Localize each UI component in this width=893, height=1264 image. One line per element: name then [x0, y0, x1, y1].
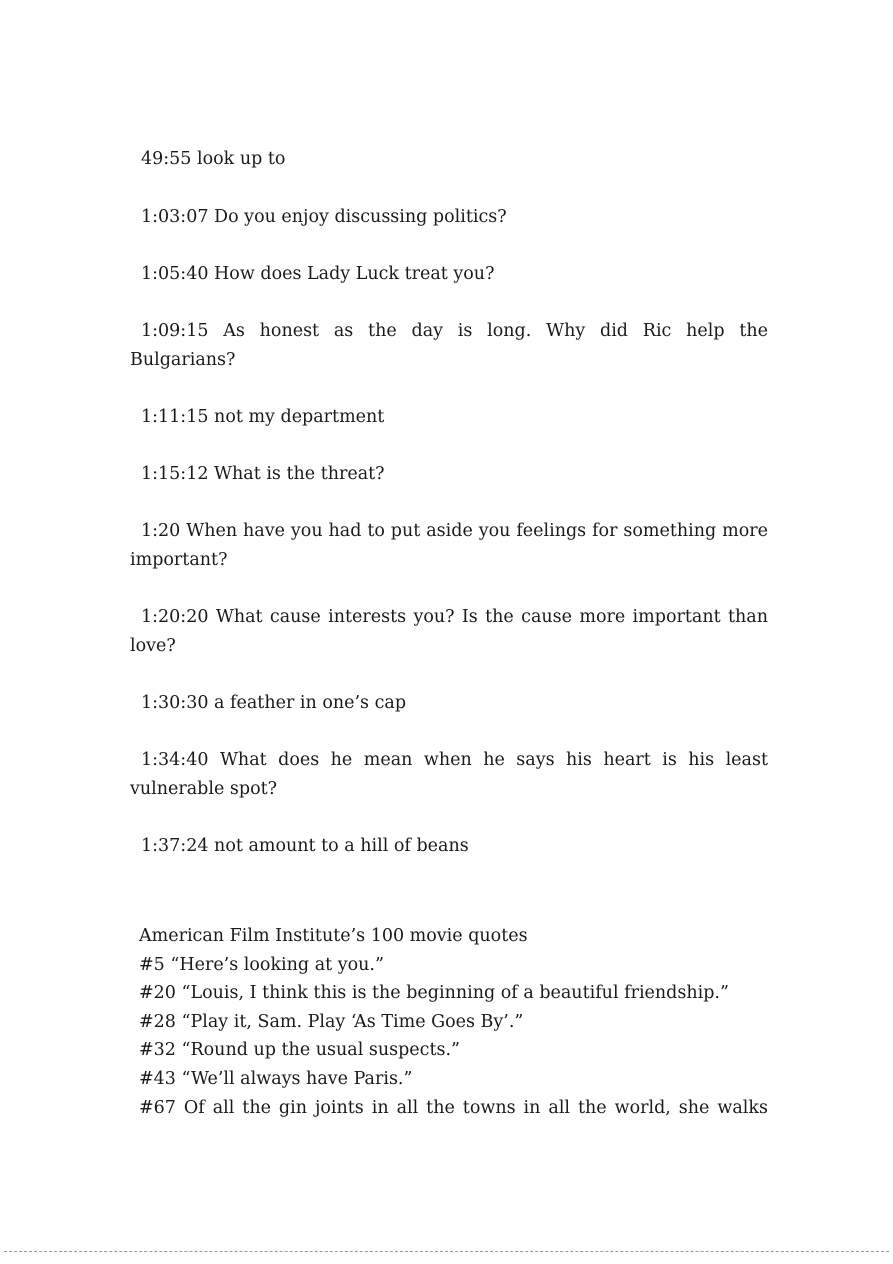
- note-entry: [130, 832, 768, 861]
- note-time: 1:03:07: [141, 207, 209, 227]
- note-entry: [130, 460, 768, 489]
- note-time: 1:11:15: [141, 407, 209, 427]
- note-time: 1:09:15: [141, 321, 209, 341]
- quote-item: [130, 1036, 768, 1065]
- section-heading: American Film Institute’s 100 movie quotes: [139, 926, 528, 946]
- note-time: 1:20:20: [141, 607, 209, 627]
- note-entry: [130, 145, 768, 174]
- quote-rank: #28: [139, 1011, 176, 1032]
- note-text: When have you had to put aside you feelings for something more important?: [130, 521, 768, 570]
- quote-rank: #20: [139, 983, 176, 1004]
- quote-rank: #32: [139, 1040, 176, 1061]
- note-time: 1:15:12: [141, 464, 209, 484]
- note-time: 1:30:30: [141, 693, 209, 713]
- note-time: 49:55: [141, 149, 192, 169]
- note-entry: [130, 260, 768, 289]
- quote-item: [130, 1065, 768, 1094]
- note-entry: [130, 403, 768, 432]
- quote-text: “Louis, I think this is the beginning of a beautiful friendship.”: [181, 983, 729, 1004]
- quote-rank: #5: [139, 954, 165, 975]
- quote-item: [130, 979, 768, 1008]
- note-entry: [130, 746, 768, 804]
- note-entry: [130, 689, 768, 718]
- note-text: look up to: [197, 149, 286, 169]
- note-text: What is the threat?: [214, 464, 385, 484]
- quote-text: “We’ll always have Paris.”: [181, 1068, 413, 1089]
- quote-text: “Here’s looking at you.”: [170, 954, 384, 975]
- note-text: How does Lady Luck treat you?: [214, 264, 495, 284]
- note-time: 1:20: [141, 521, 181, 541]
- quote-text: “Play it, Sam. Play ‘As Time Goes By’.”: [181, 1011, 524, 1032]
- note-text: As honest as the day is long. Why did Ric help the Bulgarians?: [130, 321, 768, 370]
- note-time: 1:05:40: [141, 264, 209, 284]
- afi-quotes-section: [130, 922, 768, 1122]
- quote-text: Of all the gin joints in all the towns in all the world, she walks: [183, 1097, 768, 1118]
- note-entry: [130, 203, 768, 232]
- note-entry: [130, 317, 768, 375]
- quote-item: [130, 1008, 768, 1037]
- note-time: 1:37:24: [141, 836, 209, 856]
- note-text: What does he mean when he says his heart is his least vulnerable spot?: [130, 750, 768, 799]
- timestamp-notes: [130, 145, 768, 889]
- note-text: not my department: [214, 407, 385, 427]
- note-text: not amount to a hill of beans: [214, 836, 469, 856]
- quote-rank: #67: [139, 1097, 176, 1118]
- note-text: What cause interests you? Is the cause more important than love?: [130, 607, 768, 656]
- note-time: 1:34:40: [141, 750, 209, 770]
- quote-item: [130, 951, 768, 980]
- note-text: a feather in one’s cap: [214, 693, 407, 713]
- quote-rank: #43: [139, 1068, 176, 1089]
- note-text: Do you enjoy discussing politics?: [214, 207, 507, 227]
- page-bottom-rule: [4, 1251, 889, 1252]
- quote-item: [130, 1094, 768, 1123]
- note-entry: [130, 517, 768, 575]
- quote-text: “Round up the usual suspects.”: [181, 1040, 460, 1061]
- note-entry: [130, 603, 768, 661]
